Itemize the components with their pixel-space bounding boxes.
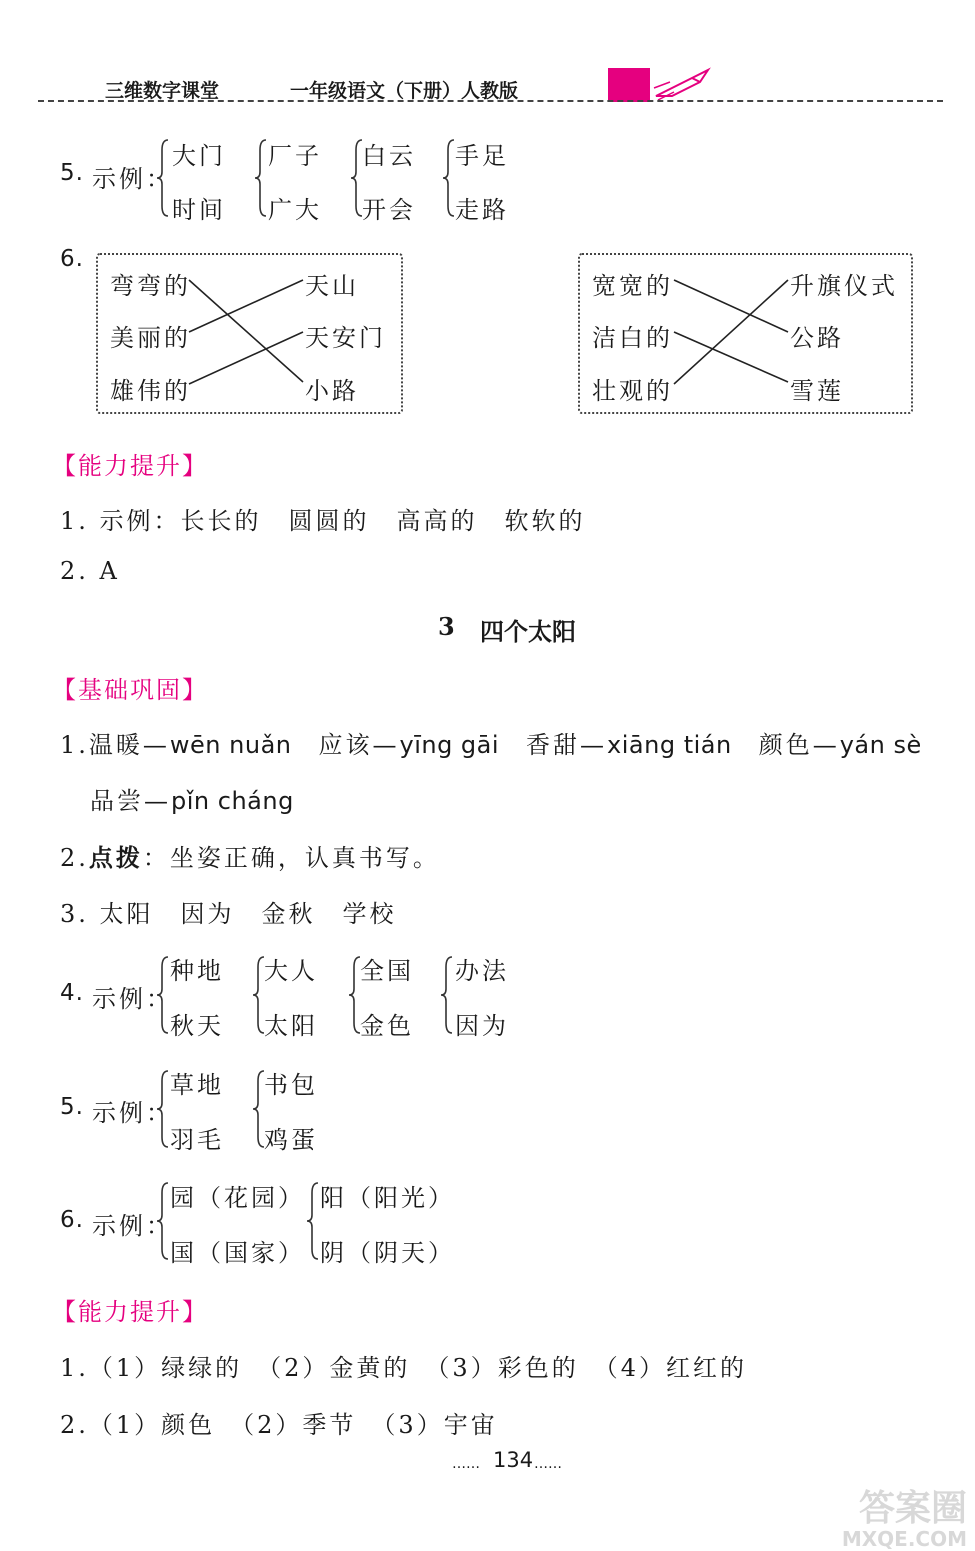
q4-brace: [156, 955, 170, 1035]
q6b-word: 阴（阴天）: [320, 1239, 455, 1267]
ability-answer-2: 2. A: [60, 557, 120, 585]
page-dots-right: ……: [534, 1456, 562, 1472]
match-left-noun: 天山: [305, 272, 359, 300]
q4-number: 4.: [60, 980, 84, 1006]
q5-word: 开会: [362, 196, 416, 224]
match-left-noun: 小路: [305, 377, 359, 405]
q5-word: 大门: [172, 142, 226, 170]
q5b-brace: [156, 1069, 170, 1149]
match-left-adj: 雄伟的: [110, 377, 191, 405]
q1-dash: —: [812, 731, 840, 759]
q5b-word: 书包: [264, 1071, 318, 1099]
page-dots-left: ……: [452, 1456, 480, 1472]
match-right-adj: 宽宽的: [592, 272, 673, 300]
section-tag-ability-2: 【能力提升】: [52, 1298, 208, 1326]
q1-word: 温暖: [88, 731, 143, 759]
q6-number: 6.: [60, 246, 84, 272]
q1-pinyin: xiāng tián: [607, 731, 732, 759]
q6b-brace: [306, 1181, 320, 1261]
q4-word: 金色: [360, 1012, 414, 1040]
header-book-title: 一年级语文（下册）人教版: [290, 80, 519, 102]
q5-brace: [442, 138, 456, 218]
header-logo-block: [608, 68, 650, 102]
watermark-line2: MXQE.COM: [841, 1527, 967, 1551]
q1-dash: —: [372, 731, 400, 759]
ability2-answer-2: 2.（1）颜色 （2）季节 （3）宇宙: [60, 1411, 498, 1439]
q1-word: 品尝: [90, 787, 144, 815]
match-right-adj: 洁白的: [592, 324, 673, 352]
q2-tip-label: 点拨: [88, 843, 143, 872]
q6b-number: 6.: [60, 1207, 84, 1233]
q1-pinyin: pǐn cháng: [171, 787, 294, 815]
q1-pinyin: yīng gāi: [399, 731, 500, 759]
match-lines-right: [670, 270, 795, 390]
q6b-word: 阳（阳光）: [320, 1184, 455, 1212]
match-right-noun: 公路: [790, 324, 844, 352]
q4-word: 全国: [360, 957, 414, 985]
rocket-icon: [652, 66, 712, 102]
q4-word: 因为: [455, 1012, 509, 1040]
q5-word: 走路: [455, 196, 509, 224]
match-right-noun: 升旗仪式: [790, 272, 898, 300]
match-left-adj: 弯弯的: [110, 272, 191, 300]
q1-word: 颜色: [758, 731, 813, 759]
q2-line: [60, 838, 440, 873]
q4-word: 大人: [264, 957, 318, 985]
watermark-line1: 答案圈: [858, 1488, 967, 1529]
match-right-noun: 雪莲: [790, 377, 844, 405]
q5-prefix: 示例：: [92, 165, 173, 193]
header-rule: [38, 100, 943, 102]
lesson-number: 3: [438, 612, 455, 641]
q6b-word: 国（国家）: [170, 1239, 305, 1267]
match-right-adj: 壮观的: [592, 377, 673, 405]
q3-answer: 3. 太阳 因为 金秋 学校: [60, 900, 397, 928]
q4-prefix: 示例：: [92, 985, 173, 1013]
q5b-prefix: 示例：: [92, 1099, 173, 1127]
q5-word: 厂子: [268, 142, 322, 170]
q5b-number: 5.: [60, 1094, 84, 1120]
q1-dash: —: [144, 787, 171, 815]
q6b-brace: [156, 1181, 170, 1261]
ability2-answer-1: 1.（1）绿绿的 （2）金黄的 （3）彩色的 （4）红红的: [60, 1354, 747, 1382]
q1-pinyin: yán sè: [839, 731, 922, 759]
q2-tip-text: ：坐姿正确，认真书写。: [142, 844, 440, 872]
q5-word: 广大: [268, 196, 322, 224]
q5-brace: [254, 138, 268, 218]
q1-word: 香甜: [526, 731, 581, 759]
q6b-word: 园（花园）: [170, 1184, 305, 1212]
q1-pinyin: wēn nuǎn: [169, 731, 292, 759]
q1-number: 1.: [60, 731, 89, 759]
q5b-word: 羽毛: [170, 1126, 224, 1154]
q5b-word: 草地: [170, 1071, 224, 1099]
q1-word: 应该: [318, 731, 373, 759]
match-left-adj: 美丽的: [110, 324, 191, 352]
q5b-word: 鸡蛋: [264, 1126, 318, 1154]
q1-dash: —: [142, 731, 170, 759]
section-tag-ability: 【能力提升】: [52, 452, 208, 480]
q6b-prefix: 示例：: [92, 1212, 173, 1240]
match-left-noun: 天安门: [305, 324, 386, 352]
header-series: 三维数字课堂: [105, 80, 220, 102]
section-tag-basic: 【基础巩固】: [52, 676, 208, 704]
q5-word: 手足: [455, 142, 509, 170]
q5-word: 白云: [362, 142, 416, 170]
q1-dash: —: [580, 731, 608, 759]
q5-word: 时间: [172, 196, 226, 224]
q5-brace: [156, 138, 170, 218]
q4-word: 种地: [170, 957, 224, 985]
q2-number: 2.: [60, 844, 89, 872]
q4-word: 太阳: [264, 1012, 318, 1040]
lesson-title: 四个太阳: [480, 617, 576, 646]
q4-brace: [440, 955, 454, 1035]
q1-line2: [90, 781, 294, 816]
watermark-logo: [842, 1480, 967, 1551]
ability-answer-1: 1. 示例：长长的 圆圆的 高高的 软软的: [60, 507, 586, 535]
q1-line1: [60, 725, 922, 760]
match-lines-left: [185, 270, 310, 390]
q4-word: 秋天: [170, 1012, 224, 1040]
q5-number: 5.: [60, 160, 84, 186]
q4-word: 办法: [455, 957, 509, 985]
page-number: 134: [493, 1448, 534, 1472]
